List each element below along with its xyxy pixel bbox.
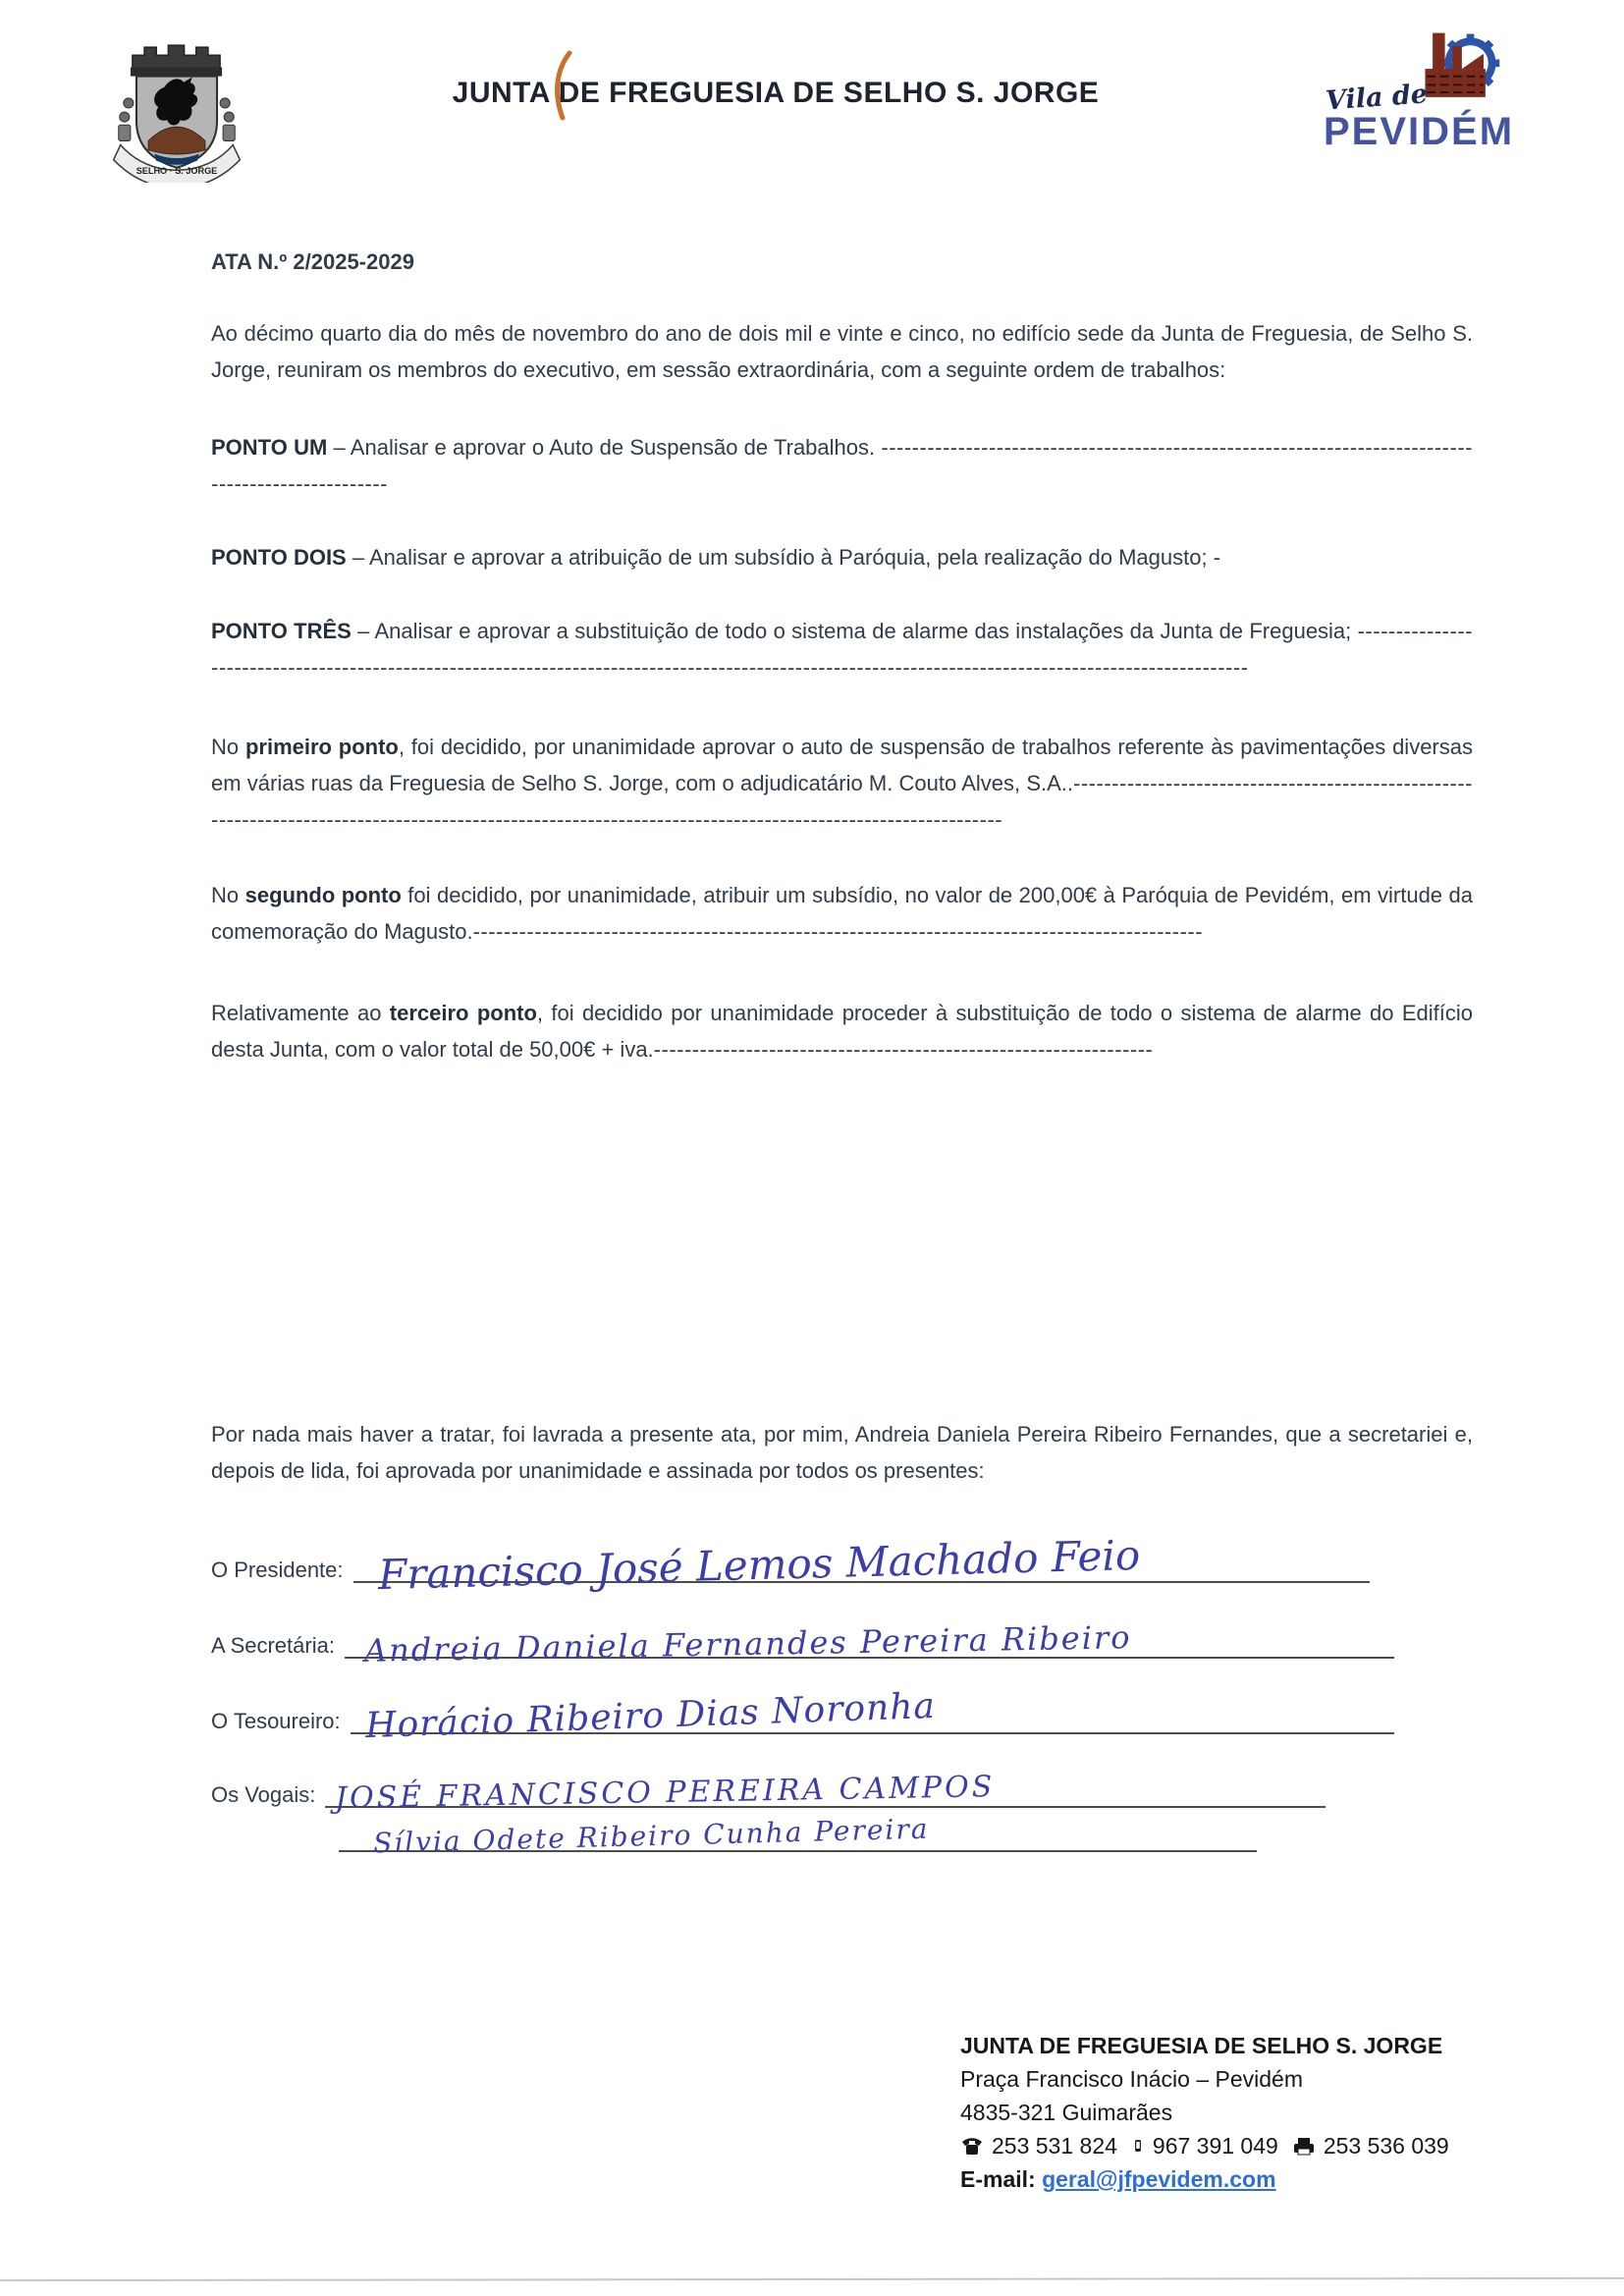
treasurer-signature: Horácio Ribeiro Dias Noronha [364,1685,937,1747]
document-title: ATA N.º 2/2025-2029 [211,249,414,274]
closing-paragraph [211,1416,1473,1489]
footer-contact-block [960,2029,1510,2196]
ponto-tres-lead: PONTO TRÊS [211,619,352,643]
vila-de-pevidem-logo [1316,26,1615,163]
res-um-post: , foi decidido, por unanimidade aprovar o auto de suspensão de trabalhos referente às pavimentações diversas em várias ruas da Freguesia de Selho S. Jorge, com o adjudicatário M. Couto Alves, S.A.. [211,735,1473,795]
footer-phones-row [960,2129,1510,2162]
page-scan-edge [0,2277,1624,2281]
signature-block [211,1530,1473,1946]
res-tres-dashes: ----------------------------------------------------------------- [653,1037,1154,1062]
page-header-title: JUNTA DE FREGUESIA DE SELHO S. JORGE [452,77,1100,109]
document-body [211,244,1473,1489]
logo-name-text: PEVIDÉM [1324,110,1515,153]
footer-address-line2: 4835-321 Guimarães [960,2100,1173,2125]
ponto-tres-dashes: ------------------------------------------------------------------------------------------------------------------------------------------------------ [211,619,1473,680]
closing-text: Por nada mais haver a tratar, foi lavrada a presente ata, por mim, Andreia Daniela Pereira Ribeiro Fernandes, que a secretariei e, depois de lida, foi aprovada por unanimidade e assinada por todos os presentes: [211,1422,1473,1483]
ponto-um-text: – Analisar e aprovar o Auto de Suspensão de Trabalhos. [327,435,882,460]
crest-banner-text: SELHO · S. JORGE [135,165,218,176]
fax-icon [1292,2135,1316,2157]
president-signature: Francisco José Lemos Machado Feio [377,1530,1141,1600]
secretary-signature-line [345,1618,1394,1669]
ponto-um-dashes: ---------------------------------------------------------------------------------------------------- [211,435,1473,496]
intro-text: Ao décimo quarto dia do mês de novembro do ano de dois mil e vinte e cinco, no edifício sede da Junta de Freguesia, de Selho S. Jorge, reuniram os membros do executivo, em sessão extraordinária, com a seguinte ordem de trabalhos: [211,321,1473,382]
treasurer-signature-line [351,1685,1394,1747]
ponto-tres-paragraph [211,613,1473,685]
footer-address-line1: Praça Francisco Inácio – Pevidém [960,2066,1303,2092]
logo-script-text: Vila de [1325,79,1429,117]
res-um-bold: primeiro ponto [244,735,399,759]
parish-crest-icon [103,33,250,183]
secretary-signature: Andreia Daniela Fernandes Pereira Ribeiro [363,1618,1132,1669]
second-vogal-signature: Sílvia Odete Ribeiro Cunha Pereira [372,1812,930,1860]
president-label: O Presidente: [211,1558,344,1582]
phone-icon [960,2135,984,2157]
ponto-dois-paragraph [211,539,1473,575]
footer-phone-number: 253 531 824 [992,2133,1117,2159]
res-dois-dashes: ----------------------------------------------------------------------------------------------- [472,919,1204,944]
vogais-label: Os Vogais: [211,1782,316,1807]
footer-org-name: JUNTA DE FREGUESIA DE SELHO S. JORGE [960,2033,1443,2058]
res-tres-bold: terceiro ponto [389,1001,537,1025]
treasurer-signature-row [211,1685,1394,1747]
footer-mobile-number: 967 391 049 [1152,2133,1278,2159]
intro-paragraph [211,315,1473,388]
ponto-tres-text: – Analisar e aprovar a substituição de todo o sistema de alarme das instalações da Junta de Freguesia; [351,619,1358,643]
ponto-dois-lead: PONTO DOIS [211,545,347,570]
mobile-icon [1131,2135,1145,2157]
res-dois-bold: segundo ponto [244,883,402,907]
pen-stroke-artifact [546,49,577,122]
deliberation-two-paragraph [211,877,1473,950]
footer-fax-number: 253 536 039 [1323,2133,1449,2159]
email-link[interactable]: geral@jfpevidem.com [1042,2166,1276,2192]
secretary-label: A Secretária: [211,1633,335,1658]
res-tres-pre: Relativamente ao [211,1001,390,1025]
ponto-um-paragraph [211,429,1473,502]
res-dois-post: foi decidido, por unanimidade, atribuir um subsídio, no valor de 200,00€ à Paróquia de Pevidém, em virtude da comemoração do Magusto. [211,883,1473,944]
deliberation-one-paragraph [211,729,1473,838]
president-signature-line [353,1530,1370,1600]
president-signature-row [211,1530,1370,1600]
vogais-signature-line [325,1769,1326,1816]
res-tres-post: , foi decidido por unanimidade proceder à substituição de todo o sistema de alarme do Edifício desta Junta, com o valor total de 50,00€ + iva. [211,1001,1473,1062]
second-vogal-signature-line [339,1812,1257,1860]
res-dois-pre: No [211,883,245,907]
res-um-dashes: ----------------------------------------------------------------------------------------------------------------------------------------------------------- [211,771,1473,832]
treasurer-label: O Tesoureiro: [211,1709,341,1733]
res-um-pre: No [211,735,245,759]
footer-email-row [960,2162,1510,2196]
email-label: E-mail: [960,2166,1036,2192]
ponto-um-lead: PONTO UM [211,435,328,460]
secretary-signature-row [211,1618,1394,1669]
vogais-signature-row [211,1770,1326,1816]
vogais-signature: JOSÉ FRANCISCO PEREIRA CAMPOS [335,1770,996,1816]
deliberation-three-paragraph [211,995,1473,1067]
ponto-dois-text: – Analisar e aprovar a atribuição de um subsídio à Paróquia, pela realização do Magusto; - [346,545,1221,570]
